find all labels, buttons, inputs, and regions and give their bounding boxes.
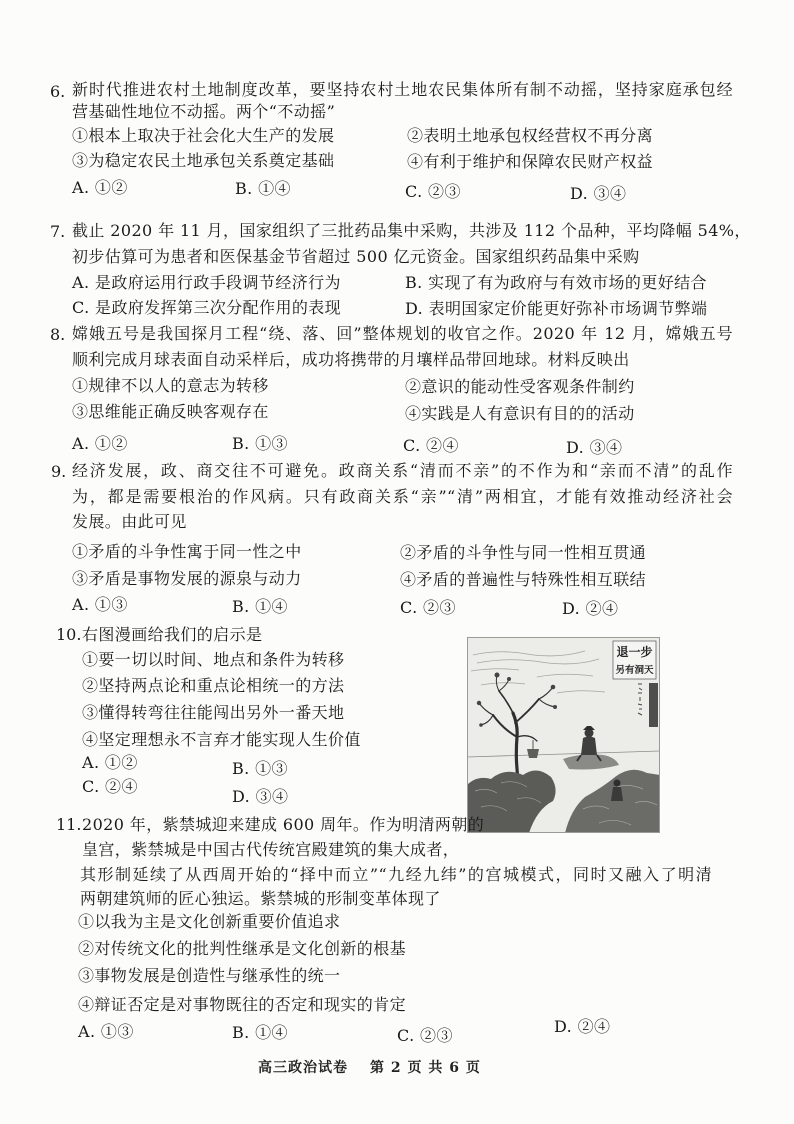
choice-a: A. ①② xyxy=(82,753,138,772)
stem-line: 为，都是需要根治的作风病。只有政商关系“亲”“清”两相宜，才能有效推动经济社会 xyxy=(72,487,733,506)
statement: ④有利于维护和保障农民财产权益 xyxy=(407,152,654,171)
stem-line: 顺利完成月球表面自动采样后，成功将携带的月壤样品带回地球。材料反映出 xyxy=(72,350,630,369)
stem-line: 2020 年，紫禁城迎来建成 600 周年。作为明清两朝的 xyxy=(82,815,485,834)
choice-b: B. ①④ xyxy=(235,179,291,198)
statement: ④实践是人有意识有目的的活动 xyxy=(405,404,635,423)
choice-d: D. ②④ xyxy=(554,1017,611,1036)
choice-c: C. ②④ xyxy=(403,436,459,455)
choice-a: A. ①② xyxy=(72,178,128,197)
stem-line: 初步估算可为患者和医保基金节省超过 500 亿元资金。国家组织药品集中采购 xyxy=(72,247,640,266)
choice-b: B. 实现了有为政府与有效市场的更好结合 xyxy=(405,273,707,292)
choice-d: D. ③④ xyxy=(566,438,623,457)
choice-c: C. ②③ xyxy=(400,598,456,617)
stem-line: 嫦娥五号是我国探月工程“绕、落、回”整体规划的收官之作。2020 年 12 月，嫦娥五号 xyxy=(72,324,733,343)
statement: ①根本上取决于社会化大生产的发展 xyxy=(72,126,335,145)
statement: ②矛盾的斗争性与同一性相互贯通 xyxy=(400,543,647,562)
choice-b: B. ①④ xyxy=(232,597,288,616)
choice-b: B. ①③ xyxy=(232,759,288,778)
statement: ①矛盾的斗争性寓于同一性之中 xyxy=(72,542,302,561)
stem-line: 截止 2020 年 11 月，国家组织了三批药品集中采购，共涉及 112 个品种，平均降幅 54%， xyxy=(72,221,751,240)
statement: ①规律不以人的意志为转移 xyxy=(72,376,269,395)
choice-a: A. ①③ xyxy=(72,595,128,614)
footer-page-number: 第 2 页 共 6 页 xyxy=(370,1060,481,1076)
stem-line: 其形制延续了从西周开始的“择中而立”“九经九纬”的宫城模式，同时又融入了明清 xyxy=(80,865,712,884)
statement: ③为稳定农民土地承包关系奠定基础 xyxy=(72,151,335,170)
statement: ④矛盾的普遍性与特殊性相互联结 xyxy=(400,570,647,589)
stem-line: 皇宫，紫禁城是中国古代传统宫殿建筑的集大成者， xyxy=(82,840,460,859)
statement: ③矛盾是事物发展的源泉与动力 xyxy=(72,569,302,588)
choice-c: C. ②③ xyxy=(405,182,461,201)
choice-d: D. ③④ xyxy=(570,184,627,203)
statement: ③事物发展是创造性与继承性的统一 xyxy=(78,966,341,985)
choice-a: A. ①③ xyxy=(78,1022,134,1041)
footer-paper-title: 高三政治试卷 xyxy=(258,1060,348,1076)
stem-line: 经济发展，政、商交往不可避免。政商关系“清而不亲”的不作为和“亲而不清”的乱作 xyxy=(72,461,733,480)
choice-a: A. 是政府运用行政手段调节经济行为 xyxy=(72,273,341,292)
statement: ④坚定理想永不言弃才能实现人生价值 xyxy=(82,730,361,749)
choice-b: B. ①④ xyxy=(232,1023,288,1042)
choice-d: D. 表明国家定价能更好弥补市场调节弊端 xyxy=(405,299,708,318)
question-number: 6. xyxy=(50,82,66,101)
choice-b: B. ①③ xyxy=(232,434,288,453)
statement: ④辩证否定是对事物既往的否定和现实的肯定 xyxy=(78,995,407,1014)
question-number: 11. xyxy=(56,815,82,834)
choice-a: A. ①② xyxy=(72,434,128,453)
choice-c: C. 是政府发挥第三次分配作用的表现 xyxy=(72,298,342,317)
choice-c: C. ②④ xyxy=(82,777,138,796)
cartoon-illustration xyxy=(467,637,660,833)
statement: ①以我为主是文化创新重要价值追求 xyxy=(78,912,341,931)
question-number: 9. xyxy=(51,462,67,481)
question-number: 10. xyxy=(56,625,82,644)
statement: ①要一切以时间、地点和条件为转移 xyxy=(82,650,345,669)
choice-d: D. ③④ xyxy=(232,787,289,806)
statement: ③懂得转弯往往能闯出另外一番天地 xyxy=(82,703,345,722)
choice-c: C. ②③ xyxy=(397,1026,453,1045)
statement: ②对传统文化的批判性继承是文化创新的根基 xyxy=(78,939,407,958)
stem-line: 营基础性地位不动摇。两个“不动摇” xyxy=(72,102,336,121)
stem-line: 新时代推进农村土地制度改革，要坚持农村土地农民集体所有制不动摇，坚持家庭承包经 xyxy=(72,80,733,99)
statement: ②表明土地承包权经营权不再分离 xyxy=(407,126,654,145)
stem-line: 两朝建筑师的匠心独运。紫禁城的形制变革体现了 xyxy=(80,889,441,908)
statement: ②坚持两点论和重点论相统一的方法 xyxy=(82,676,345,695)
lantern-post xyxy=(649,683,658,727)
cartoon-figure xyxy=(467,637,660,833)
question-number: 8. xyxy=(50,325,66,344)
question-number: 7. xyxy=(50,222,66,241)
statement: ②意识的能动性受客观条件制约 xyxy=(405,377,635,396)
statement: ③思维能正确反映客观存在 xyxy=(72,402,269,421)
choice-d: D. ②④ xyxy=(562,599,619,618)
cartoon-title-line: 退一步 xyxy=(616,645,653,659)
title-box xyxy=(613,641,656,679)
stem-line: 发展。由此可见 xyxy=(72,512,187,531)
stem-line: 右图漫画给我们的启示是 xyxy=(82,625,263,644)
cartoon-title-line: 另有洞天 xyxy=(615,665,654,676)
